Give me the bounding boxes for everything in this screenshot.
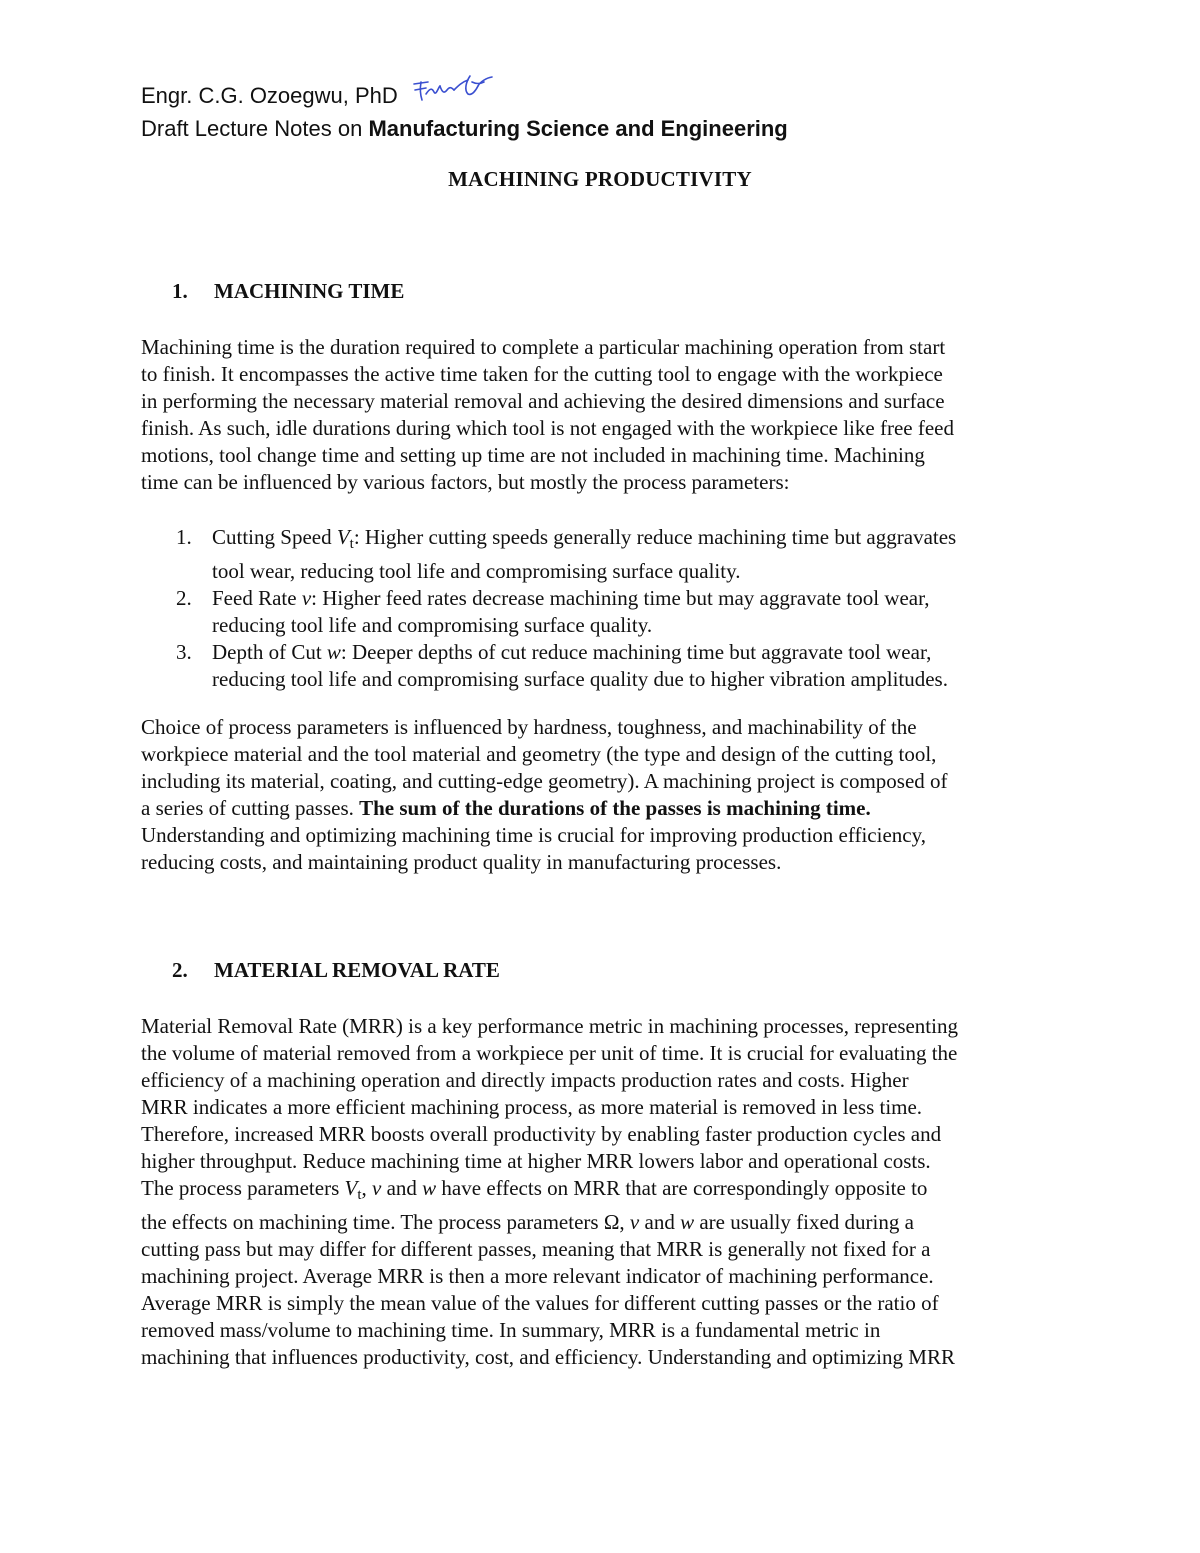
paragraph-line-with-symbols: The process parameters $V_t$, v and w have effects on MRR that are correspondingly opposite to (141, 1176, 928, 1203)
symbol-cutting-speed: $V_t$ (344, 1176, 362, 1203)
paragraph-line: reducing costs, and maintaining product quality in manufacturing processes. (141, 850, 782, 874)
list-item-number: 3. (176, 640, 192, 664)
document-title: MACHINING PRODUCTIVITY (448, 167, 752, 191)
paragraph-line: removed mass/volume to machining time. In summary, MRR is a fundamental metric in (141, 1318, 881, 1342)
list-item-cutting-speed (176, 524, 1076, 585)
paragraph-line: Understanding and optimizing machining time is crucial for improving production efficiency, (141, 823, 926, 847)
paragraph-line: MRR indicates a more efficient machining process, as more material is removed in less time. (141, 1095, 923, 1119)
paragraph-line: the volume of material removed from a workpiece per unit of time. It is crucial for evaluating the (141, 1041, 958, 1065)
signature-graphic (412, 74, 496, 104)
paragraph-line: including its material, coating, and cutting-edge geometry). A machining project is composed of (141, 769, 948, 793)
author-line (141, 80, 788, 113)
section-1-heading (172, 279, 404, 304)
process-parameters-list (176, 524, 1076, 693)
list-item-text: : Higher cutting speeds generally reduce machining time but aggravates (353, 525, 957, 549)
list-item-continuation: reducing tool life and compromising surface quality. (212, 613, 653, 637)
section-1-title: MACHINING TIME (214, 279, 405, 303)
paragraph-line: Machining time is the duration required to complete a particular machining operation from start (141, 335, 946, 359)
paragraph-line: Therefore, increased MRR boosts overall productivity by enabling faster production cycles and (141, 1122, 942, 1146)
section-2-title: MATERIAL REMOVAL RATE (214, 958, 500, 982)
symbol-feed-rate: v (301, 586, 312, 610)
section-1-paragraph-1 (141, 334, 1061, 496)
paragraph-line: cutting pass but may differ for different passes, meaning that MRR is generally not fixed for a (141, 1237, 931, 1261)
section-1-number: 1. (172, 279, 188, 303)
symbol-feed-rate: v (629, 1210, 640, 1234)
lecture-notes-prefix: Draft Lecture Notes on (141, 116, 369, 141)
section-1-paragraph-2 (141, 714, 1061, 876)
paragraph-line: Material Removal Rate (MRR) is a key performance metric in machining processes, representing (141, 1014, 958, 1038)
section-2-paragraph (141, 1013, 1061, 1371)
paragraph-line: workpiece material and the tool material and geometry (the type and design of the cutting tool, (141, 742, 937, 766)
paragraph-line: machining that influences productivity, cost, and efficiency. Understanding and optimizing MRR (141, 1345, 955, 1369)
list-item-text: : Higher feed rates decrease machining time but may aggravate tool wear, (311, 586, 930, 610)
list-item-label: Feed Rate (212, 586, 302, 610)
list-item-label: Cutting Speed (212, 525, 337, 549)
list-item-continuation: tool wear, reducing tool life and compromising surface quality. (212, 559, 741, 583)
paragraph-line: Average MRR is simply the mean value of the values for different cutting passes or the ratio of (141, 1291, 939, 1315)
author-name: Engr. C.G. Ozoegwu, PhD (141, 83, 398, 108)
paragraph-line: in performing the necessary material removal and achieving the desired dimensions and surface (141, 389, 945, 413)
paragraph-line: time can be influenced by various factors, but mostly the process parameters: (141, 470, 790, 494)
section-2-number: 2. (172, 958, 188, 982)
section-2-heading (172, 958, 500, 983)
paragraph-line: finish. As such, idle durations during which tool is not engaged with the workpiece like free feed (141, 416, 954, 440)
symbol-feed-rate: v (372, 1176, 382, 1200)
symbol-depth-of-cut: w (422, 1176, 437, 1200)
paragraph-line: efficiency of a machining operation and directly impacts production rates and costs. Higher (141, 1068, 909, 1092)
paragraph-line-with-symbols: the effects on machining time. The process parameters Ω, v and w are usually fixed during a (141, 1210, 914, 1234)
list-item-label: Depth of Cut (212, 640, 327, 664)
course-name: Manufacturing Science and Engineering (368, 116, 788, 141)
symbol-spindle-speed: Ω (603, 1210, 620, 1234)
paragraph-line: a series of cutting passes. (141, 796, 360, 820)
paragraph-line: motions, tool change time and setting up time are not included in machining time. Machining (141, 443, 925, 467)
list-item-number: 2. (176, 586, 192, 610)
paragraph-line: machining project. Average MRR is then a more relevant indicator of machining performance. (141, 1264, 934, 1288)
paragraph-line: Choice of process parameters is influenced by hardness, toughness, and machinability of the (141, 715, 917, 739)
handwritten-signature (412, 74, 496, 113)
list-item-continuation: reducing tool life and compromising surface quality due to higher vibration amplitudes. (212, 667, 948, 691)
lecture-notes-line (141, 113, 788, 145)
list-item-number: 1. (176, 525, 192, 549)
list-item-depth-of-cut (176, 639, 1076, 693)
paragraph-line: to finish. It encompasses the active time taken for the cutting tool to engage with the workpiece (141, 362, 943, 386)
list-item-text: : Deeper depths of cut reduce machining time but aggravate tool wear, (340, 640, 932, 664)
paragraph-line: higher throughput. Reduce machining time at higher MRR lowers labor and operational costs. (141, 1149, 931, 1173)
symbol-depth-of-cut: w (680, 1210, 695, 1234)
symbol-cutting-speed: $V_t$ (336, 525, 354, 552)
document-header (141, 80, 788, 145)
symbol-depth-of-cut: w (326, 640, 341, 664)
key-definition: The sum of the durations of the passes is machining time. (359, 796, 871, 820)
list-item-feed-rate (176, 585, 1076, 639)
